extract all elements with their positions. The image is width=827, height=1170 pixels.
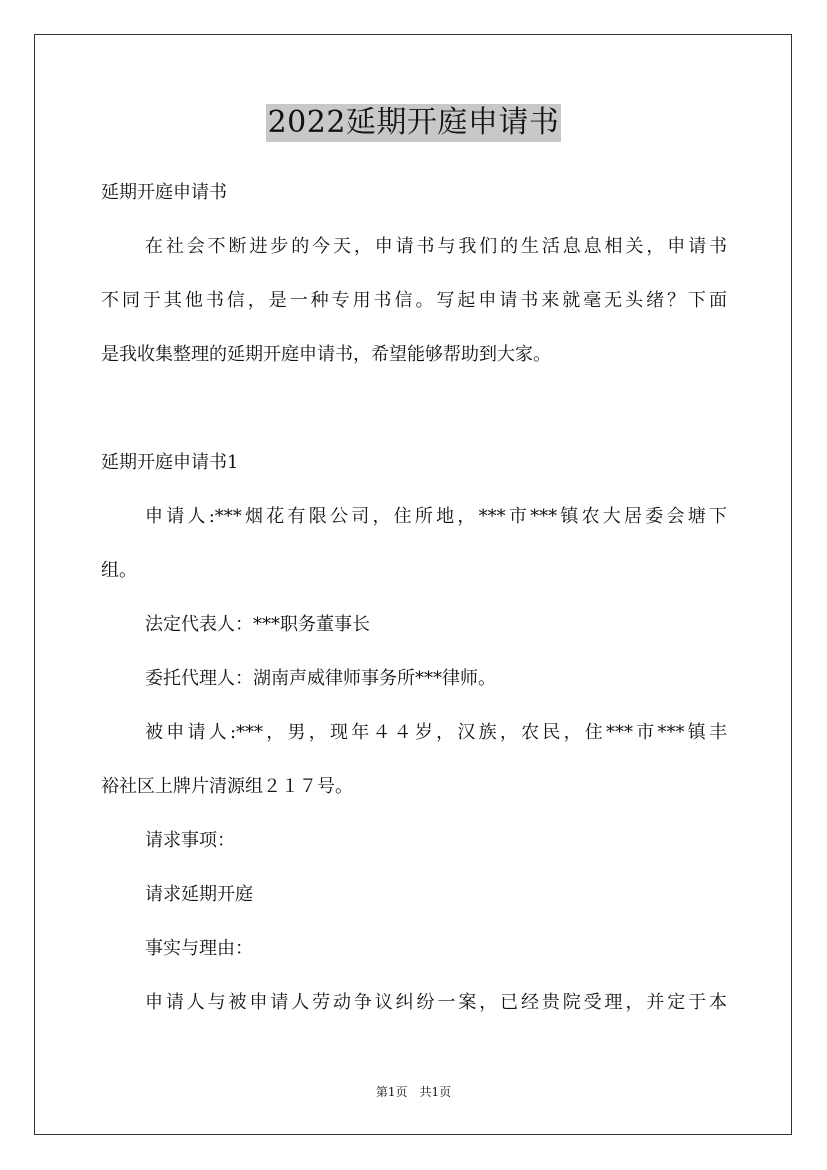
facts-reasons-line-1: 申请人与被申请人劳动争议纠纷一案，已经贵院受理，并定于本 [145, 992, 727, 1013]
respondent-line-1: 被申请人:***，男，现年４４岁，汉族，农民，住***市***镇丰 [145, 722, 727, 743]
request-items-heading: 请求事项： [145, 830, 235, 851]
blank-line [101, 382, 727, 436]
applicant-line-1: 申请人:***烟花有限公司，住所地，***市***镇农大居委会塘下 [145, 506, 727, 527]
respondent-line-2: 裕社区上牌片清源组２１７号。 [101, 776, 353, 797]
intro-line-1: 在社会不断进步的今天，申请书与我们的生活息息相关，申请书 [145, 236, 727, 257]
request-items-content: 请求延期开庭 [145, 884, 253, 905]
authorized-agent: 委托代理人：湖南声威律师事务所***律师。 [145, 668, 496, 689]
intro-line-3: 是我收集整理的延期开庭申请书，希望能够帮助到大家。 [101, 344, 551, 365]
subsection-heading: 延期开庭申请书1 [101, 452, 239, 473]
document-body [101, 166, 727, 1030]
title-wrap [0, 104, 827, 142]
legal-representative: 法定代表人：***职务董事长 [145, 614, 370, 635]
facts-reasons-heading: 事实与理由： [145, 938, 253, 959]
section-heading: 延期开庭申请书 [101, 182, 227, 203]
applicant-line-2: 组。 [101, 560, 137, 581]
document-title: 2022延期开庭申请书 [267, 105, 560, 140]
page-footer: 第1页 共1页 [375, 1085, 452, 1099]
intro-line-2: 不同于其他书信，是一种专用书信。写起申请书来就毫无头绪？下面 [101, 290, 727, 311]
